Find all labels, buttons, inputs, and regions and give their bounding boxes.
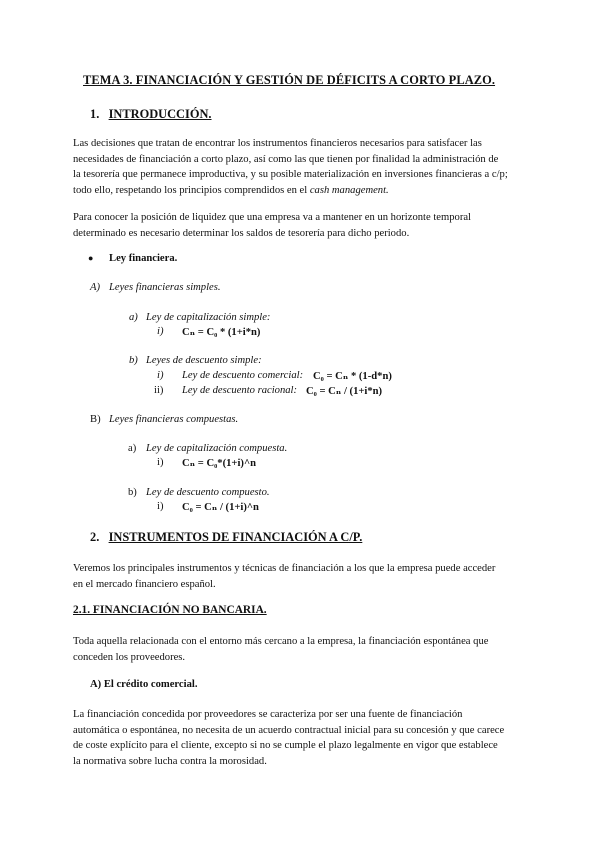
list-marker-i: i) — [157, 457, 164, 468]
descuento-racional-label: Ley de descuento racional: — [182, 385, 298, 396]
text-line: Toda aquella relacionada con el entorno más cercano a la empresa, la financiación espontánea que — [73, 636, 489, 647]
text-line: Veremos los principales instrumentos y técnicas de financiación a los que la empresa puede acceder — [73, 563, 496, 574]
text-line: necesidades de financiación a corto plazo, así como las que tienen por finalidad la administración de — [73, 153, 499, 165]
descuento-simple-label: Leyes de descuento simple: — [146, 355, 262, 366]
intro-paragraph-1 — [73, 136, 508, 198]
descuento-comercial-label: Ley de descuento comercial: — [182, 370, 304, 381]
list-marker-ii: ii) — [154, 385, 164, 396]
text-line: la tesorería que permanece improductiva, y su posible materialización en inversiones financieras a c/p; — [73, 169, 508, 180]
text-line: automática o espontánea, no necesita de un acuerdo contractual inicial para su concesión y que carece — [73, 724, 505, 736]
list-marker-i: i) — [157, 501, 164, 512]
list-marker-b: b) — [128, 487, 137, 498]
formula-capitalizacion-simple: Cₙ = C₀ * (1+i*n) — [182, 327, 261, 338]
bullet-icon: ● — [88, 253, 94, 263]
list-marker-a: a) — [129, 312, 138, 323]
formula-descuento-racional: C₀ = Cₙ / (1+i*n) — [306, 386, 383, 397]
text-line-prefix: todo ello, respetando los principios comprendidos en el — [73, 184, 310, 196]
leyes-simples-label: Leyes financieras simples. — [109, 282, 221, 293]
ley-financiera-label: Ley financiera. — [109, 253, 178, 264]
text-line: determinado es necesario determinar los saldos de tesorería para dicho periodo. — [73, 227, 410, 239]
capitalizacion-compuesta-label: Ley de capitalización compuesta. — [146, 443, 288, 454]
formula-descuento-comercial: C₀ = Cₙ * (1-d*n) — [313, 371, 392, 382]
text-line: La financiación concedida por proveedores se caracteriza por ser una fuente de financiación — [73, 709, 463, 720]
text-line: de coste explícito para el cliente, excepto si no se cumple el plazo legalmente en vigor que establece — [73, 740, 498, 751]
text-line: Para conocer la posición de liquidez que una empresa va a mantener en un horizonte temporal — [73, 212, 471, 223]
list-marker-B: B) — [90, 414, 101, 425]
text-line: en el mercado financiero español. — [73, 578, 216, 590]
formula-capitalizacion-compuesta: Cₙ = C₀*(1+i)^n — [182, 458, 256, 469]
list-marker-b: b) — [129, 355, 138, 366]
list-marker-i: i) — [157, 370, 164, 381]
list-marker-A: A) — [90, 282, 100, 293]
page-title: TEMA 3. FINANCIACIÓN Y GESTIÓN DE DÉFICITS A CORTO PLAZO. — [83, 73, 496, 87]
section-2-label: INSTRUMENTOS DE FINANCIACIÓN A C/P. — [108, 530, 363, 544]
text-line: conceden los proveedores. — [73, 651, 186, 663]
capitalizacion-simple-label: Ley de capitalización simple: — [146, 312, 271, 323]
credito-comercial-paragraph — [73, 707, 504, 769]
text-line: Las decisiones que tratan de encontrar los instrumentos financieros necesarios para satisfacer las — [73, 138, 482, 149]
intro-paragraph-2 — [73, 210, 471, 241]
text-line — [73, 183, 508, 199]
leyes-compuestas-label: Leyes financieras compuestas. — [109, 414, 239, 425]
cash-management-term: cash management. — [309, 184, 389, 196]
descuento-compuesto-label: Ley de descuento compuesto. — [146, 487, 270, 498]
formula-descuento-compuesto: C₀ = Cₙ / (1+i)^n — [182, 502, 259, 513]
section-2-heading — [90, 530, 362, 545]
list-marker-i: i) — [157, 326, 164, 337]
section-2-paragraph — [73, 561, 495, 592]
section-1-heading — [90, 107, 212, 122]
text-line: la normativa sobre lucha contra la morosidad. — [73, 755, 267, 767]
section-2-number: 2. — [90, 530, 100, 544]
section-2-1-paragraph — [73, 634, 488, 665]
section-1-number: 1. — [90, 107, 100, 121]
credito-comercial-heading: A) El crédito comercial. — [90, 679, 198, 690]
section-1-label: INTRODUCCIÓN. — [108, 107, 212, 121]
list-marker-a: a) — [128, 443, 137, 454]
section-2-1-heading: 2.1. FINANCIACIÓN NO BANCARIA. — [73, 604, 267, 616]
